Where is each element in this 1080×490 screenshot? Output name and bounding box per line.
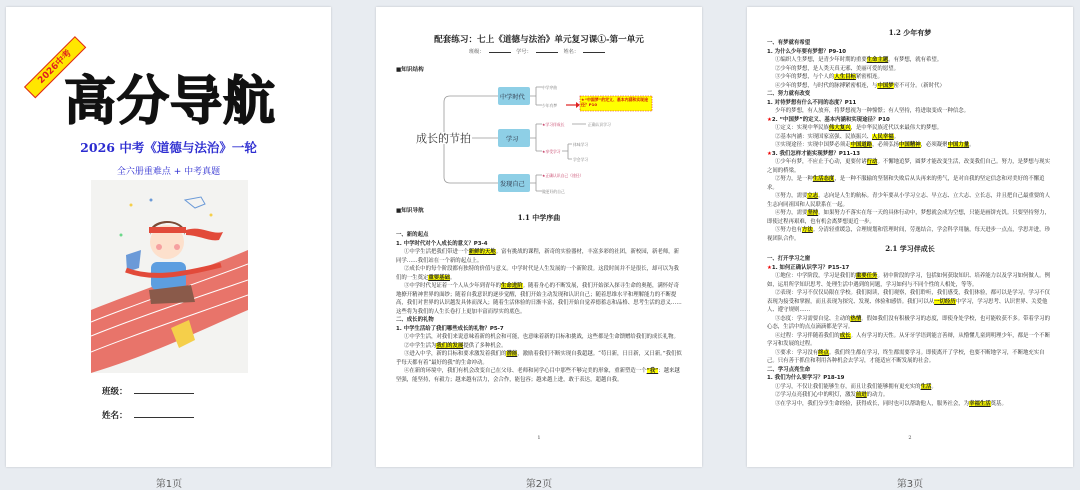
- star-icon: ★: [767, 116, 772, 123]
- cover-illustration: [91, 180, 248, 373]
- exam-year-badge: 2026中考: [24, 36, 86, 98]
- highlighted-keyword: 生命进阶: [501, 283, 523, 289]
- paragraph: [767, 315, 1053, 332]
- knowledge-structure-heading: ■知识结构: [396, 67, 424, 73]
- text-run: 的动力。: [866, 392, 889, 398]
- text-run: ②中学生活为: [404, 342, 437, 349]
- form-class-label: 班级：: [468, 49, 485, 55]
- page-number: 1: [537, 435, 541, 441]
- mindmap-leaf: 正确认识学习: [588, 122, 611, 127]
- text-run: ③态度：学习需要自觉、主动的: [775, 315, 851, 322]
- paragraph: [396, 333, 682, 342]
- section-heading: [396, 316, 682, 325]
- question-heading: [767, 374, 1053, 383]
- mindmap-leaf: 体味学习: [573, 142, 589, 147]
- mindmap-leaf: 学会学习: [573, 157, 589, 162]
- paragraph: [396, 248, 682, 265]
- text-run: ①定义：实现中华民族: [775, 125, 829, 131]
- mindmap-branch: 学习: [506, 136, 519, 143]
- text-run: ③进入中学，新的目标和要求激发着我们的: [404, 351, 507, 357]
- text-run: 二、学习点亮生命: [767, 366, 811, 373]
- paragraph: [767, 107, 1053, 116]
- question-heading: [767, 48, 1053, 57]
- paragraph: [767, 391, 1053, 400]
- highlighted-keyword: 幸福生活: [969, 400, 991, 407]
- paragraph: [767, 349, 1053, 366]
- knowledge-nav-heading: ■知识导航: [396, 208, 424, 214]
- text-run: 。分清轻重缓急，合理规划和管理时间，劳逸结合，学会科学用脑，每天进步一点点，学思并进，珍视团队合作。: [767, 227, 1050, 242]
- text-run: 二、成长的礼物: [396, 317, 434, 323]
- mindmap-leaf: 中学序曲: [542, 85, 558, 90]
- text-run: 2.1 学习伴成长: [885, 244, 935, 253]
- text-run: 。不懈地追梦，圆梦才能改变生活，改变我们自己。努力，是梦想与现实之间的桥梁。: [767, 159, 1050, 174]
- paragraph: [767, 175, 1053, 192]
- paragraph: [767, 400, 1053, 409]
- text-run: 。志向是人生的航标。青少年要从小学习立志、早立志、立大志、立长志，并且把自己最重要的人生志向同祖国和人民联系在一起。: [767, 193, 1050, 208]
- paragraph: [767, 209, 1053, 226]
- paragraph: [396, 367, 682, 384]
- text-run: ①编织人生梦想，是青少年时期的重要: [775, 57, 867, 63]
- paragraph: [767, 124, 1053, 133]
- mindmap-leaf: ★正确认识自己（途径）: [542, 173, 584, 178]
- worksheet-title: 配套练习：七上《道德与法治》单元复习课①-第一单元: [434, 35, 644, 45]
- text-run: 1.2 少年有梦: [888, 28, 932, 37]
- name-field: [102, 409, 194, 421]
- mindmap-leaf: ★学习伴成长: [542, 122, 565, 127]
- highlighted-keyword: 中国力量: [947, 142, 970, 148]
- paragraph: [767, 192, 1053, 209]
- question-heading: [767, 150, 1053, 159]
- text-run: ①中学生活把我们带进一个: [404, 249, 469, 255]
- highlighted-keyword: 热情: [850, 315, 862, 322]
- paragraph: [767, 133, 1053, 142]
- text-run: ④少年的梦想，与时代的脉搏紧密相连，与: [775, 82, 878, 89]
- class-field: [102, 385, 194, 397]
- highlighted-keyword: 重要任务: [855, 273, 878, 279]
- paragraph: [767, 73, 1053, 82]
- text-run: 1. 对待梦想有什么不同的态度？P11: [767, 99, 857, 106]
- name-label: 姓名：: [102, 411, 128, 421]
- paragraph: [767, 65, 1053, 74]
- paragraph: [396, 350, 682, 367]
- mindmap-root: 成长的节拍: [416, 132, 471, 145]
- text-run: ①学习，不仅让我们能够生存，而且让我们能够拥有更充实的: [775, 383, 921, 390]
- text-run: 奠基。: [990, 400, 1007, 407]
- name-blank: [134, 410, 194, 418]
- highlighted-keyword: 生命主题: [866, 57, 889, 63]
- page-thumbnail-3[interactable]: [747, 7, 1073, 467]
- text-run: 1. 中学时代对个人成长的意义？P3-4: [396, 240, 488, 247]
- highlighted-keyword: 前进: [855, 392, 867, 398]
- highlighted-keyword: 生活: [920, 383, 932, 390]
- page3-content: [767, 27, 1053, 408]
- question-heading: [767, 99, 1053, 108]
- paragraph: [396, 265, 682, 282]
- text-run: 。初中阶段的学习，包括如何获取知识、培养能力以及学习如何做人。例如，运用所学知识思考、处理生活中遇到的问题，学习如何与不同个性的人相处，等等。: [767, 273, 1050, 288]
- form-id-label: 学号：: [516, 49, 532, 55]
- class-label: 班级：: [102, 387, 128, 397]
- page-thumbnail-1[interactable]: [6, 7, 331, 467]
- text-run: 3. 我们怎样才能实现梦想？P11-13: [771, 150, 861, 157]
- text-run: ，必须弘扬: [872, 142, 900, 148]
- text-run: ④努力，需要: [775, 210, 808, 216]
- text-run: ②少年的梦想，是人类天真无邪、美丽可爱的愿望。: [775, 65, 899, 72]
- text-run: ③少年的梦想，与个人的: [775, 74, 835, 80]
- text-run: 1. 如何正确认识学习？P15-17: [771, 264, 850, 271]
- text-run: 。: [969, 142, 975, 148]
- paragraph: [767, 383, 1053, 392]
- mindmap-leaf: ★享受学习: [542, 149, 561, 154]
- highlighted-keyword: 中国梦: [877, 82, 894, 89]
- highlighted-keyword: 人民幸福: [872, 133, 894, 140]
- page2-content: [396, 231, 682, 384]
- section-heading: [396, 231, 682, 240]
- question-heading: [396, 240, 682, 249]
- text-run: ④过程：学习伴随着我们的: [775, 332, 840, 339]
- paragraph: [767, 82, 1053, 91]
- highlighted-keyword: 一切经历: [934, 298, 956, 305]
- cover-title: 高分导航: [64, 71, 277, 132]
- text-run: ，是一种不服输的坚韧和失败后从头再来的勇气，是对自我的坚定信念和对美好的不懈追求。: [767, 176, 1045, 191]
- text-run: ，是中华民族近代以来最伟大的梦想。: [850, 125, 943, 131]
- text-run: ①中学生活，对我们来说意味着新的机会和可能，也意味着新的目标和挑战，这些都是生命馈赠给我们的成长礼物。: [404, 334, 679, 340]
- page-number: 2: [908, 435, 912, 441]
- text-run: 。富有挑战的课程，新奇的实验器材，丰富多彩的社团，新校园，新老师，新同学……我们站在一个新的起点上。: [396, 249, 679, 264]
- question-heading: [767, 116, 1053, 125]
- section-heading: [767, 366, 1053, 375]
- paragraph: [767, 158, 1053, 175]
- text-run: 紧密相连。: [855, 74, 883, 80]
- star-icon: ★: [767, 150, 772, 157]
- text-run: ②成长中的每个阶段都有独特的价值与意义。中学时代是人生发展的一个新阶段。这段时间并不是很长，却可以为我们的一生奠定: [396, 266, 679, 281]
- highlighted-keyword: 生活态度: [812, 176, 835, 182]
- text-run: 中学习，学习思考、认识世界、关爱他人、遵守规则……: [767, 298, 1048, 313]
- star-icon: ★: [767, 264, 772, 271]
- page-thumbnail-2[interactable]: [376, 7, 702, 467]
- text-run: 1. 为什么少年要有梦想？P9-10: [767, 48, 847, 55]
- highlighted-keyword: “我”: [646, 368, 659, 374]
- paragraph: [396, 342, 682, 351]
- text-run: ②基本内涵：实现国家富强、民族振兴、: [775, 133, 873, 140]
- form-name-label: 姓名：: [563, 49, 580, 55]
- text-run: 。有梦想，就有希望。: [888, 57, 943, 63]
- cover-tagline: 全六册重难点 + 中考真题: [116, 167, 221, 177]
- class-blank: [134, 386, 194, 394]
- text-run: 1. 中学生活给了我们哪些成长的礼物？P5-7: [396, 325, 504, 332]
- text-run: ：越来越坚强，能坚持，有毅力；越来越有活力，会合作，能包容；越来越上进，敢于表达，超越自我。: [396, 368, 680, 383]
- page-label-2: 第2页: [525, 479, 553, 490]
- text-run: ②学习点亮我们心中的明灯，激发: [775, 392, 856, 398]
- text-run: 。: [931, 383, 937, 390]
- text-run: ①地位：中学阶段，学习是我们的: [775, 273, 856, 279]
- paragraph: [767, 226, 1053, 243]
- text-run: 2. “中国梦”的定义、基本内涵和实现途径？P10: [771, 116, 890, 123]
- text-run: 密不可分。（新时代）: [893, 82, 945, 89]
- highlighted-keyword: 潜能: [506, 351, 518, 357]
- highlighted-keyword: 坚持: [807, 210, 819, 216]
- section-heading: [767, 90, 1053, 99]
- text-run: 1. 我们为什么要学习？P18-19: [767, 375, 845, 381]
- highlighted-keyword: 中国道路: [850, 142, 873, 148]
- question-heading: [767, 264, 1053, 273]
- text-run: 。: [449, 274, 456, 281]
- text-run: ②表现：学习不仅仅局限在学校。我们阅读，我们观察，我们聆听，我们感受，我们体验，都可以是学习。学习不仅表现为接受和掌握，而且表现为探究、发现、体验和感悟。我们可以从: [767, 290, 1050, 305]
- highlighted-keyword: 中国精神: [899, 142, 921, 148]
- section-title: 1.1 中学序曲: [517, 213, 561, 222]
- text-run: ④在新的环境中，我们有机会改变自己在父母、老师和同学心目中那些不够完美的形象，重新塑造一个: [404, 368, 647, 374]
- text-run: 。人有学习的天性。从牙牙学语到能言善辩，从懵懂儿童到明理少年，都是一个不断学习和发展的过程。: [767, 332, 1050, 347]
- highlighted-keyword: 方法: [801, 227, 813, 233]
- highlighted-keyword: 新鲜的天地: [468, 249, 496, 255]
- text-run: ，必须凝聚: [920, 142, 948, 148]
- section-title: [767, 243, 1053, 255]
- highlighted-keyword: 成长: [839, 332, 851, 339]
- text-run: ③在学习中，我们分享生命经验，获得成长，同时也可以帮助他人，服务社会，为: [775, 400, 970, 407]
- highlighted-keyword: 我们的发展: [436, 342, 464, 349]
- highlighted-keyword: 终点: [818, 349, 829, 356]
- question-heading: [396, 325, 682, 334]
- paragraph: [767, 332, 1053, 349]
- text-run: ③实现途径：实现中国梦必须走: [775, 142, 851, 148]
- text-run: 提供了多种机会。: [463, 342, 507, 349]
- paragraph: [767, 141, 1053, 150]
- text-run: 一、新的起点: [396, 232, 429, 238]
- text-run: 。如果努力不落实在每一天的具体行动中，梦想就会成为空想，只能是画饼充饥。只要坚持努力，即使过程再艰难，也有机会离梦想更近一步。: [767, 210, 1050, 225]
- highlighted-keyword: 立志: [807, 193, 819, 199]
- mindmap-branch: 中学时代: [500, 94, 525, 101]
- text-run: 。假如我们没有积极学习的态度，即使身处学校，也可能收获不多。带着学习的心态，生活中的点点滴滴都是学习。: [767, 315, 1050, 330]
- paragraph: [767, 56, 1053, 65]
- highlighted-keyword: 行动: [866, 159, 878, 165]
- section-title: [767, 27, 1053, 39]
- text-run: ③中学时代见证着一个人从少年到青年的: [404, 283, 502, 289]
- text-run: ①少年有梦，不应止于心动，更要付诸: [775, 159, 867, 165]
- paragraph: [767, 272, 1053, 289]
- highlighted-keyword: 伟大复兴: [828, 125, 851, 131]
- paragraph: [396, 282, 682, 316]
- mindmap-leaf: 少年有梦: [542, 103, 558, 108]
- cover-subtitle: 2026 中考《道德与法治》一轮: [80, 140, 257, 155]
- page-label-1: 第1页: [155, 479, 183, 490]
- text-run: 。我们终生都在学习，终生都需要学习。即使离开了学校，也要不断地学习，不断地充实自己。只有善于抓住和利用各种机会去学习，才能适应不断发展的社会。: [767, 349, 1045, 364]
- mindmap-leaf: 做更好的自己: [542, 189, 565, 194]
- text-run: 一、有梦就有希望: [767, 40, 811, 46]
- highlighted-keyword: 人生目标: [834, 74, 856, 80]
- text-run: ⑤努力也有: [775, 227, 802, 233]
- text-run: ⑤要求：学习没有: [775, 349, 819, 356]
- section-heading: [767, 255, 1053, 264]
- mindmap-branch: 发现自己: [500, 181, 525, 188]
- text-run: 。随着身心的不断发展，我们开始深入探寻生命的奥秘，满怀好奇地撩开精神世界的面纱；随着自我意识的逐步觉醒，我们开始主动发现和认识自己；随着思维水平和理解能力的不断提高，我们对世界的认识越发具体而深入；随着生活体验的日渐丰富，我们开始自觉养德蓄志和品格、思考生活的意义……这些将为我们的人生长卷打上更加丰富而厚实的底色。: [396, 283, 682, 315]
- text-run: 一、打开学习之窗: [767, 256, 811, 262]
- text-run: 。: [893, 133, 900, 140]
- mindmap-callout: ★“中国梦”的定义、基本内涵和实现途径？P10: [581, 96, 648, 107]
- paragraph: [767, 289, 1053, 315]
- text-run: ，激励着我们不断实现自我超越。“苟日新，日日新，又日新。”我们似乎每天都有着“最好的我”的生命冲动。: [396, 351, 682, 366]
- highlighted-keyword: 重要基础: [428, 274, 450, 281]
- text-run: ②努力，是一种: [775, 176, 813, 182]
- page-label-3: 第3页: [896, 479, 924, 490]
- text-run: 二、努力就有改变: [767, 91, 811, 97]
- text-run: 少年的梦想，有人放弃，将梦想视为一种憧憬；有人坚持，将进取变成一种信念。: [775, 108, 970, 114]
- text-run: ③努力，需要: [775, 193, 808, 199]
- mindmap: [376, 77, 702, 195]
- section-heading: [767, 39, 1053, 48]
- student-info-form: [376, 48, 702, 55]
